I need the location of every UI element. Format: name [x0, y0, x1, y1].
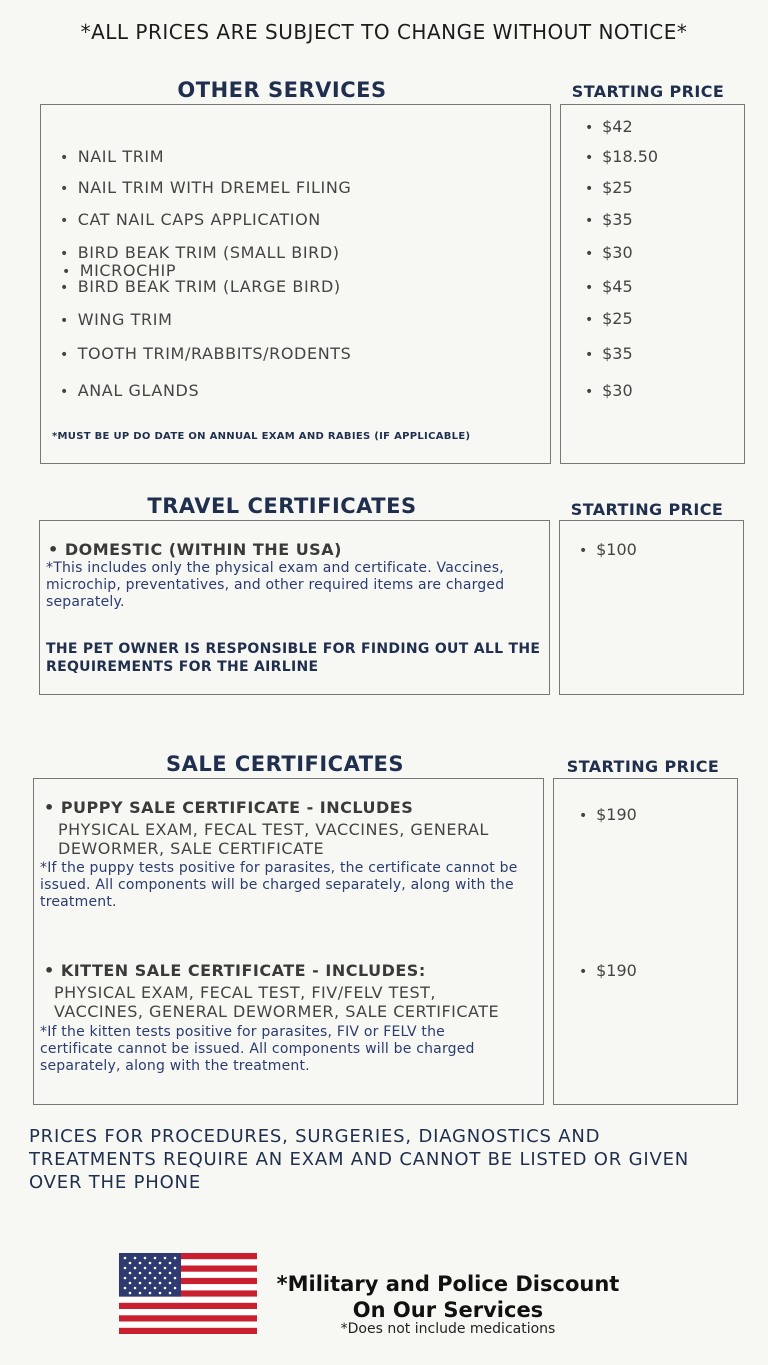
price-item: • $30	[585, 381, 633, 400]
discount-line1: *Military and Police Discount	[276, 1272, 620, 1296]
travel-warning: THE PET OWNER IS RESPONSIBLE FOR FINDING OUT ALL THE REQUIREMENTS FOR THE AIRLINE	[46, 641, 541, 675]
discount-note: *Does not include medications	[340, 1321, 556, 1337]
price-item: • $190	[579, 805, 637, 824]
other-services-title: OTHER SERVICES	[177, 78, 387, 102]
price-item: • $45	[585, 277, 633, 296]
puppy-cert-note: *If the puppy tests positive for parasites, the certificate cannot be issued. All components will be charged separately, along with the treatment.	[40, 860, 518, 910]
list-item: • NAIL TRIM WITH DREMEL FILING	[60, 178, 352, 197]
kitten-cert-title: • KITTEN SALE CERTIFICATE - INCLUDES:	[44, 961, 426, 980]
list-item: • TOOTH TRIM/RABBITS/RODENTS	[60, 344, 352, 363]
other-price-header: STARTING PRICE	[571, 82, 725, 101]
sale-price-header: STARTING PRICE	[566, 757, 720, 776]
puppy-cert-body: PHYSICAL EXAM, FECAL TEST, VACCINES, GENERAL DEWORMER, SALE CERTIFICATE	[58, 820, 489, 858]
price-item: • $25	[585, 309, 633, 328]
travel-price-header: STARTING PRICE	[570, 500, 724, 519]
price-item: • $18.50	[585, 147, 659, 166]
list-item: • ANAL GLANDS	[60, 381, 200, 400]
price-change-notice: *ALL PRICES ARE SUBJECT TO CHANGE WITHOUT NOTICE*	[80, 20, 688, 44]
price-item: • $190	[579, 961, 637, 980]
list-item: • BIRD BEAK TRIM (LARGE BIRD)	[60, 277, 341, 296]
sale-title: SALE CERTIFICATES	[165, 752, 405, 776]
sale-price-box	[553, 778, 738, 1105]
price-item: • $42	[585, 117, 633, 136]
puppy-cert-title: • PUPPY SALE CERTIFICATE - INCLUDES	[44, 798, 414, 817]
discount-line2: On Our Services	[352, 1298, 544, 1322]
us-flag-icon	[119, 1253, 257, 1334]
travel-item: • DOMESTIC (WITHIN THE USA)	[48, 540, 342, 559]
price-item: • $100	[579, 540, 637, 559]
kitten-cert-note: *If the kitten tests positive for parasites, FIV or FELV the certificate cannot be issued. All components will be charged separately, along with the treatment.	[40, 1024, 475, 1074]
list-item: • WING TRIM	[60, 310, 173, 329]
price-item: • $35	[585, 344, 633, 363]
kitten-cert-body: PHYSICAL EXAM, FECAL TEST, FIV/FELV TEST, VACCINES, GENERAL DEWORMER, SALE CERTIFICATE	[54, 983, 500, 1021]
list-item: • BIRD BEAK TRIM (SMALL BIRD)	[60, 243, 340, 262]
list-item: • CAT NAIL CAPS APPLICATION	[60, 210, 321, 229]
list-item: • MICROCHIP	[62, 261, 177, 280]
list-item: • NAIL TRIM	[60, 147, 165, 166]
price-item: • $25	[585, 178, 633, 197]
price-item: • $35	[585, 210, 633, 229]
travel-note: *This includes only the physical exam and certificate. Vaccines, microchip, preventatives, and other required items are charged separately.	[46, 560, 505, 610]
other-footnote: *MUST BE UP DO DATE ON ANNUAL EXAM AND RABIES (IF APPLICABLE)	[52, 431, 471, 442]
travel-title: TRAVEL CERTIFICATES	[147, 494, 417, 518]
price-item: • $30	[585, 243, 633, 262]
procedures-note: PRICES FOR PROCEDURES, SURGERIES, DIAGNOSTICS AND TREATMENTS REQUIRE AN EXAM AND CANNOT BE LISTED OR GIVEN OVER THE PHONE	[29, 1126, 690, 1193]
